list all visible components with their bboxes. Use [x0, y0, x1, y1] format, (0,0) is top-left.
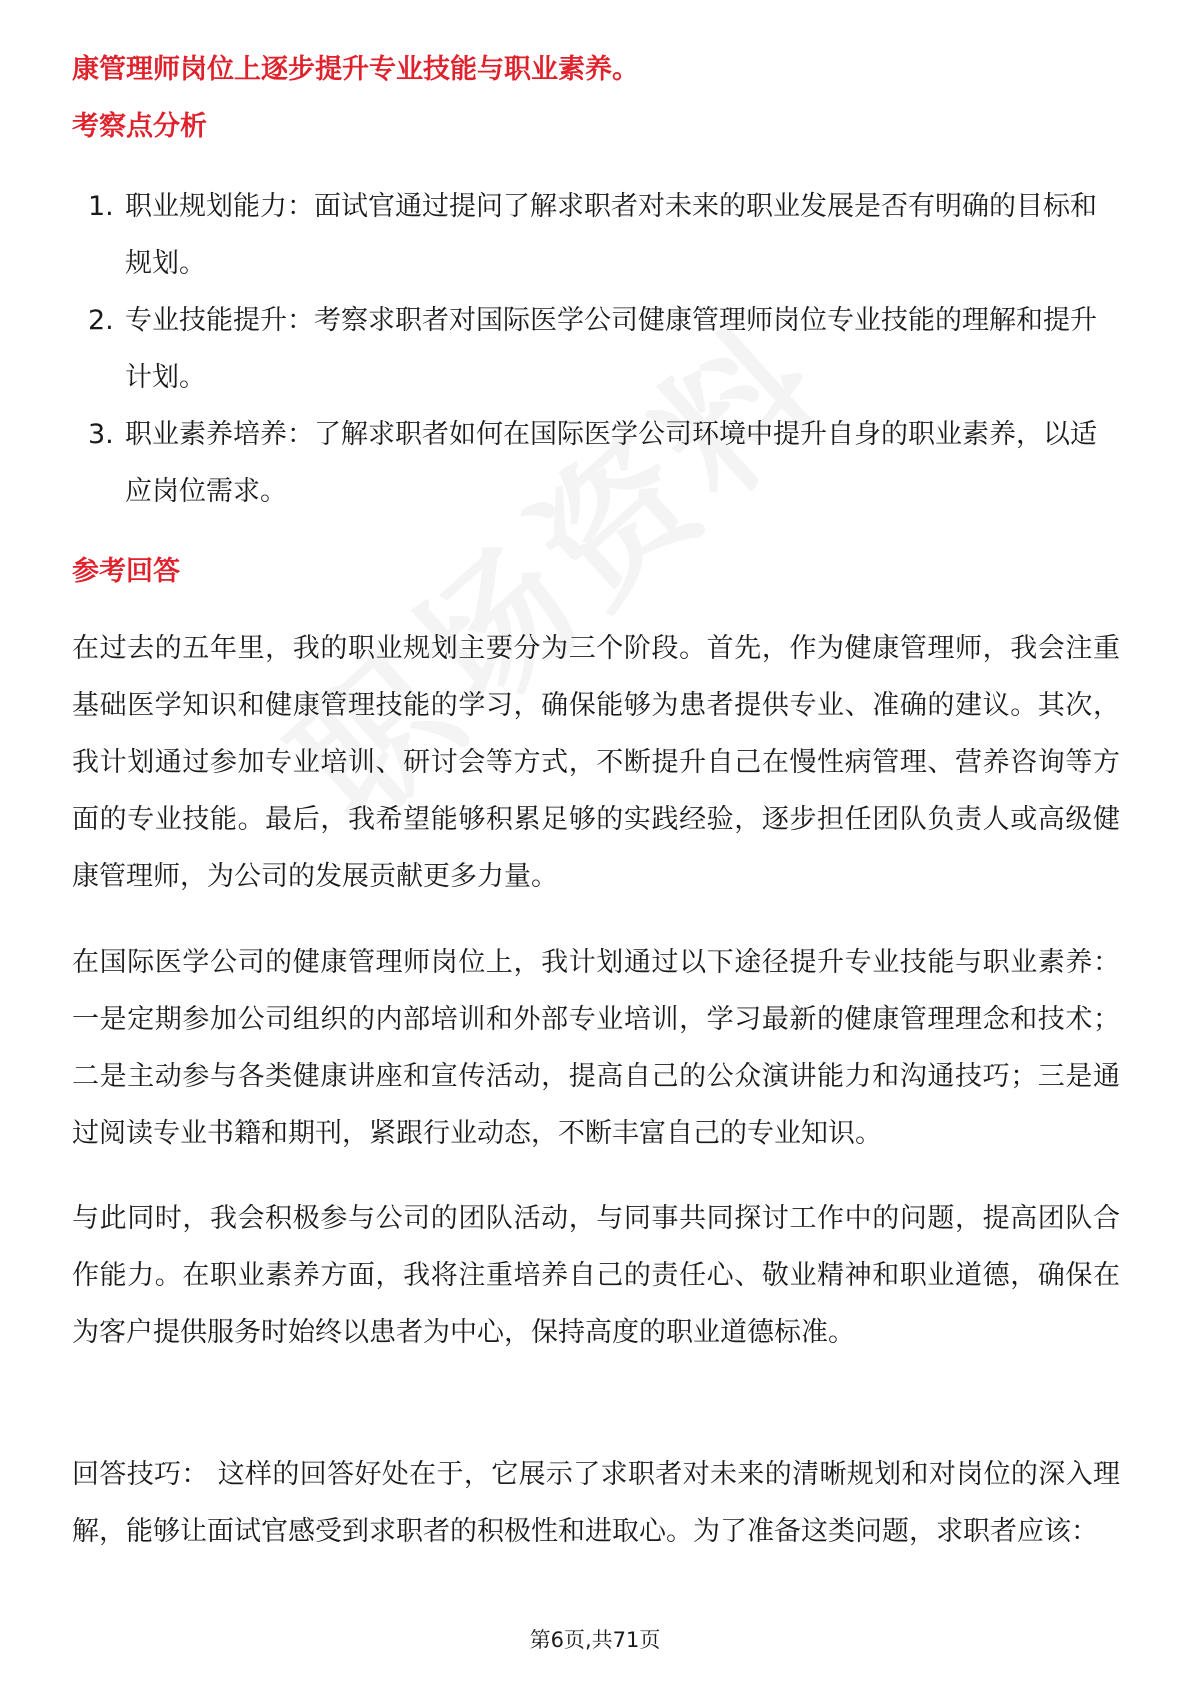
list-item-text: 专业技能提升：考察求职者对国际医学公司健康管理师岗位专业技能的理解和提升计划。 [125, 305, 1097, 393]
list-number: 3. [88, 419, 114, 450]
page-footer: 第6页,共71页 [529, 1628, 661, 1652]
answer-paragraph: 在过去的五年里，我的职业规划主要分为三个阶段。首先，作为健康管理师，我会注重基础医学知识和健康管理技能的学习，确保能够为患者提供专业、准确的建议。其次，我计划通过参加专业培训、研讨会等方式，不断提升自己在慢性病管理、营养咨询等方面的专业技能。最后，我希望能够积累足够的实践经验，逐步担任团队负责人或高级健康管理师，为公司的发展贡献更多力量。 [72, 633, 1120, 892]
list-item [72, 406, 1120, 520]
list-number: 1. [88, 191, 114, 222]
answer-tips-paragraph: 回答技巧： 这样的回答好处在于，它展示了求职者对未来的清晰规划和对岗位的深入理解，能够让面试官感受到求职者的积极性和进取心。为了准备这类问题，求职者应该： [72, 1459, 1120, 1547]
analysis-list [72, 178, 1120, 520]
answer-paragraph: 在国际医学公司的健康管理师岗位上，我计划通过以下途径提升专业技能与职业素养：一是定期参加公司组织的内部培训和外部专业培训，学习最新的健康管理理念和技术；二是主动参与各类健康讲座和宣传活动，提高自己的公众演讲能力和沟通技巧；三是通过阅读专业书籍和期刊，紧跟行业动态，不断丰富自己的专业知识。 [72, 947, 1120, 1149]
list-item [72, 292, 1120, 406]
list-number: 2. [88, 305, 114, 336]
list-item-text: 职业素养培养：了解求职者如何在国际医学公司环境中提升自身的职业素养，以适应岗位需求。 [125, 419, 1097, 507]
document-page [72, 0, 1120, 1684]
list-item [72, 178, 1120, 292]
answer-paragraph: 与此同时，我会积极参与公司的团队活动，与同事共同探讨工作中的问题，提高团队合作能力。在职业素养方面，我将注重培养自己的责任心、敬业精神和职业道德，确保在为客户提供服务时始终以患者为中心，保持高度的职业道德标准。 [72, 1203, 1120, 1348]
section-heading-answer: 参考回答 [72, 556, 180, 587]
section-heading-analysis: 考察点分析 [72, 111, 207, 142]
lead-sentence: 康管理师岗位上逐步提升专业技能与职业素养。 [72, 54, 639, 85]
list-item-text: 职业规划能力：面试官通过提问了解求职者对未来的职业发展是否有明确的目标和规划。 [125, 191, 1097, 279]
